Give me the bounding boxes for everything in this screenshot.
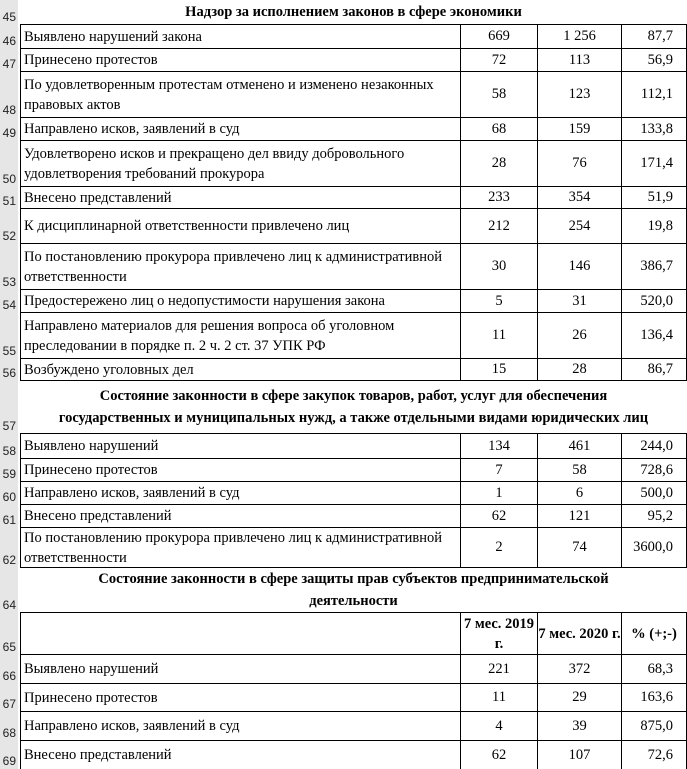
value-percent: 133,8 [622,118,687,140]
row-label: Принесено протестов [20,684,461,711]
row-number: 57 [0,381,18,434]
section-title-line-1: Состояние законности в сфере защиты прав субъектов предпринимательской [98,571,609,587]
row-number: 49 [0,118,18,141]
value-2019: 11 [461,313,538,358]
table-row [20,244,687,290]
row-number: 51 [0,187,18,209]
row-label: Предостережено лиц о недопустимости нарушения закона [20,290,461,312]
row-label: По постановлению прокурора привлечено лиц к административной ответственности [20,528,461,567]
row-label: Выявлено нарушений [20,434,461,458]
table-row [20,25,687,49]
row-number: 55 [0,313,18,359]
value-percent: 171,4 [622,141,687,186]
value-2020: 123 [538,72,622,117]
value-2020: 76 [538,141,622,186]
value-2020: 354 [538,187,622,208]
row-number: 65 [0,613,18,655]
value-percent: 3600,0 [622,528,687,567]
row-number: 66 [0,655,18,684]
row-label: Направлено исков, заявлений в суд [20,712,461,740]
table-row [20,712,687,741]
row-number: 58 [0,434,18,459]
value-2020: 58 [538,459,622,481]
row-label: Направлено исков, заявлений в суд [20,482,461,504]
row-label: По удовлетворенным протестам отменено и изменено незаконных правовых актов [20,72,461,117]
value-2020: 26 [538,313,622,358]
value-percent: 95,2 [622,505,687,527]
row-number: 64 [0,568,18,613]
table-row [20,290,687,313]
value-2019: 62 [461,505,538,527]
value-2020: 113 [538,49,622,71]
value-2019: 669 [461,25,538,48]
table-row [20,313,687,359]
row-label: Внесено представлений [20,187,461,208]
table-row [20,528,687,568]
table-row [20,187,687,209]
value-2019: 28 [461,141,538,186]
row-number: 68 [0,712,18,741]
value-2020: 372 [538,655,622,683]
row-number: 59 [0,459,18,482]
value-2019: 4 [461,712,538,740]
row-label: К дисциплинарной ответственности привлечено лиц [20,209,461,243]
value-2020: 121 [538,505,622,527]
value-2019: 15 [461,359,538,380]
value-percent: 244,0 [622,434,687,458]
section-title: Надзор за исполнением законов в сфере экономики [185,4,522,20]
value-2020: 6 [538,482,622,504]
section-title-line-2: деятельности [309,593,398,609]
value-2019: 68 [461,118,538,140]
value-percent: 520,0 [622,290,687,312]
value-2019: 233 [461,187,538,208]
value-2019: 11 [461,684,538,711]
row-number: 56 [0,359,18,381]
value-2019: 58 [461,72,538,117]
row-number: 48 [0,72,18,118]
row-label: Внесено представлений [20,505,461,527]
column-header-2019: 7 мес. 2019 г. [461,613,538,654]
value-percent: 728,6 [622,459,687,481]
row-label: Выявлено нарушений закона [20,25,461,48]
row-number: 53 [0,244,18,290]
table-row [20,482,687,505]
section-title-line-1: Состояние законности в сфере закупок товаров, работ, услуг для обеспечения [99,388,608,404]
row-number: 45 [0,0,18,25]
value-2019: 5 [461,290,538,312]
table-row [20,118,687,141]
value-percent: 68,3 [622,655,687,683]
value-percent: 500,0 [622,482,687,504]
value-percent: 86,7 [622,359,687,380]
row-label: Направлено исков, заявлений в суд [20,118,461,140]
value-2020: 107 [538,741,622,769]
table-row [20,459,687,482]
table-row [20,359,687,381]
row-number: 52 [0,209,18,244]
table-row [20,72,687,118]
row-label: По постановлению прокурора привлечено лиц к административной ответственности [20,244,461,289]
row-number: 50 [0,141,18,187]
value-percent: 136,4 [622,313,687,358]
row-label: Удовлетворено исков и прекращено дел ввиду добровольного удовлетворения требований прокурора [20,141,461,186]
value-2020: 29 [538,684,622,711]
row-number: 67 [0,684,18,712]
row-number: 46 [0,25,18,49]
column-header-percent: % (+;-) [622,613,687,654]
row-number: 47 [0,49,18,72]
value-2019: 30 [461,244,538,289]
value-2020: 1 256 [538,25,622,48]
value-2019: 72 [461,49,538,71]
value-2019: 7 [461,459,538,481]
value-2019: 212 [461,209,538,243]
table-row [20,741,687,769]
value-percent: 112,1 [622,72,687,117]
value-2019: 221 [461,655,538,683]
table-row [20,684,687,712]
value-2019: 2 [461,528,538,567]
table-row [20,434,687,459]
value-2019: 134 [461,434,538,458]
value-percent: 386,7 [622,244,687,289]
row-label: Принесено протестов [20,459,461,481]
row-label: Направлено материалов для решения вопроса об уголовном преследовании в порядке п. 2 ч. 2 ст. 37 УПК РФ [20,313,461,358]
row-label: Возбуждено уголовных дел [20,359,461,380]
row-label: Внесено представлений [20,741,461,769]
row-label: Выявлено нарушений [20,655,461,683]
value-percent: 51,9 [622,187,687,208]
row-number: 69 [0,741,18,769]
value-2019: 62 [461,741,538,769]
column-header-2020: 7 мес. 2020 г. [538,613,622,654]
value-percent: 163,6 [622,684,687,711]
value-2019: 1 [461,482,538,504]
value-2020: 254 [538,209,622,243]
table-row [20,49,687,72]
row-number: 62 [0,528,18,568]
table-row [20,209,687,244]
section-header-business-rights [20,568,687,613]
row-number: 60 [0,482,18,505]
value-percent: 19,8 [622,209,687,243]
value-percent: 56,9 [622,49,687,71]
row-number: 54 [0,290,18,313]
value-percent: 875,0 [622,712,687,740]
empty-header-cell [20,613,461,654]
value-2020: 39 [538,712,622,740]
table-row [20,655,687,684]
value-2020: 461 [538,434,622,458]
value-2020: 146 [538,244,622,289]
value-2020: 74 [538,528,622,567]
value-2020: 28 [538,359,622,380]
section-header-procurement [20,381,687,434]
value-percent: 87,7 [622,25,687,48]
value-percent: 72,6 [622,741,687,769]
section-header-economy [20,0,687,25]
row-label: Принесено протестов [20,49,461,71]
table-row [20,505,687,528]
value-2020: 31 [538,290,622,312]
row-number: 61 [0,505,18,528]
section-title-line-2: государственных и муниципальных нужд, а также отдельными видами юридических лиц [58,410,649,426]
column-header-row [20,613,687,655]
value-2020: 159 [538,118,622,140]
table-row [20,141,687,187]
